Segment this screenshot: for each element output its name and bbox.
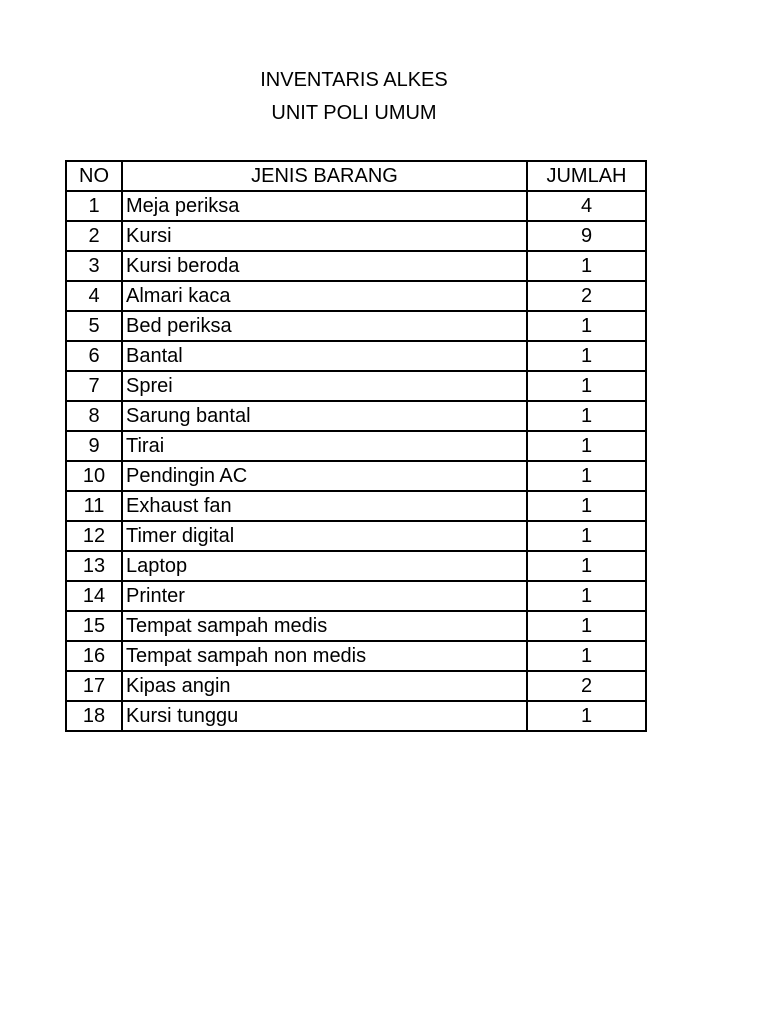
table-row: [66, 461, 646, 491]
item-name: Kursi beroda: [122, 251, 527, 281]
item-quantity: 1: [527, 641, 646, 671]
document-title: INVENTARIS ALKES: [260, 69, 448, 91]
item-name: Tempat sampah non medis: [122, 641, 527, 671]
table-row: [66, 671, 646, 701]
table-row: [66, 431, 646, 461]
document-subtitle: UNIT POLI UMUM: [271, 102, 437, 124]
table-row: [66, 581, 646, 611]
item-quantity: 1: [527, 611, 646, 641]
item-quantity: 1: [527, 701, 646, 731]
row-number: 18: [66, 701, 122, 731]
item-name: Timer digital: [122, 521, 527, 551]
table-row: [66, 221, 646, 251]
table-row: [66, 551, 646, 581]
item-name: Sarung bantal: [122, 401, 527, 431]
table-row: [66, 641, 646, 671]
table-row: [66, 521, 646, 551]
inventory-table: [65, 160, 647, 732]
item-quantity: 1: [527, 431, 646, 461]
row-number: 14: [66, 581, 122, 611]
item-quantity: 1: [527, 401, 646, 431]
item-name: Laptop: [122, 551, 527, 581]
row-number: 17: [66, 671, 122, 701]
row-number: 4: [66, 281, 122, 311]
item-quantity: 1: [527, 581, 646, 611]
table-row: [66, 311, 646, 341]
row-number: 10: [66, 461, 122, 491]
row-number: 9: [66, 431, 122, 461]
item-name: Almari kaca: [122, 281, 527, 311]
table-header-row: [66, 161, 646, 191]
table-row: [66, 611, 646, 641]
row-number: 1: [66, 191, 122, 221]
table-row: [66, 491, 646, 521]
item-quantity: 4: [527, 191, 646, 221]
row-number: 2: [66, 221, 122, 251]
header-no: NO: [66, 161, 122, 191]
item-quantity: 1: [527, 371, 646, 401]
item-quantity: 9: [527, 221, 646, 251]
item-name: Printer: [122, 581, 527, 611]
item-quantity: 1: [527, 311, 646, 341]
item-name: Sprei: [122, 371, 527, 401]
row-number: 13: [66, 551, 122, 581]
table-row: [66, 401, 646, 431]
item-name: Bantal: [122, 341, 527, 371]
table-row: [66, 701, 646, 731]
row-number: 8: [66, 401, 122, 431]
item-name: Meja periksa: [122, 191, 527, 221]
row-number: 11: [66, 491, 122, 521]
item-name: Tempat sampah medis: [122, 611, 527, 641]
row-number: 6: [66, 341, 122, 371]
item-name: Exhaust fan: [122, 491, 527, 521]
header-item-name: JENIS BARANG: [122, 161, 527, 191]
item-name: Pendingin AC: [122, 461, 527, 491]
table-row: [66, 191, 646, 221]
row-number: 15: [66, 611, 122, 641]
table-row: [66, 371, 646, 401]
table-row: [66, 251, 646, 281]
table-row: [66, 341, 646, 371]
item-quantity: 1: [527, 341, 646, 371]
item-name: Kursi tunggu: [122, 701, 527, 731]
item-quantity: 1: [527, 521, 646, 551]
row-number: 12: [66, 521, 122, 551]
item-quantity: 1: [527, 551, 646, 581]
item-name: Kipas angin: [122, 671, 527, 701]
header-quantity: JUMLAH: [527, 161, 646, 191]
table-row: [66, 281, 646, 311]
row-number: 16: [66, 641, 122, 671]
row-number: 5: [66, 311, 122, 341]
item-name: Tirai: [122, 431, 527, 461]
item-quantity: 1: [527, 491, 646, 521]
item-name: Kursi: [122, 221, 527, 251]
item-quantity: 1: [527, 251, 646, 281]
item-quantity: 2: [527, 671, 646, 701]
row-number: 7: [66, 371, 122, 401]
item-name: Bed periksa: [122, 311, 527, 341]
item-quantity: 1: [527, 461, 646, 491]
row-number: 3: [66, 251, 122, 281]
item-quantity: 2: [527, 281, 646, 311]
